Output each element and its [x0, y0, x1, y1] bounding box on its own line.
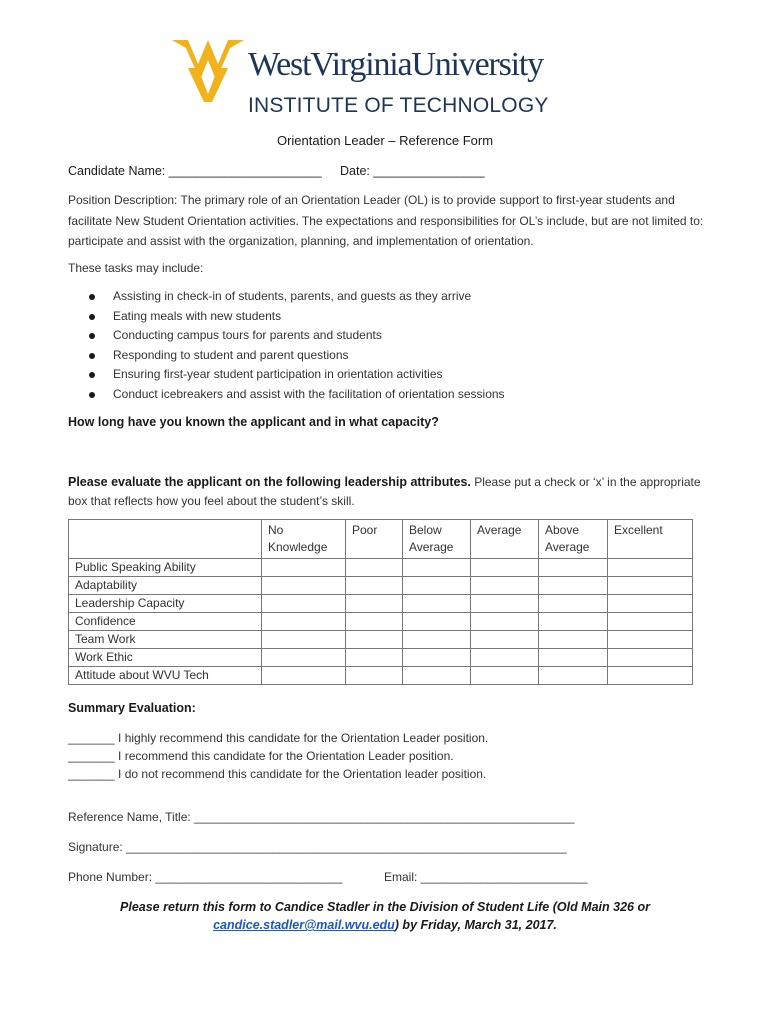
list-item: Eating meals with new students	[68, 307, 505, 327]
rating-cell[interactable]	[471, 577, 539, 595]
rating-cell[interactable]	[346, 667, 403, 685]
rating-cell[interactable]	[346, 613, 403, 631]
rating-cell[interactable]	[539, 613, 608, 631]
rating-cell[interactable]	[471, 667, 539, 685]
table-row	[69, 595, 693, 613]
rating-cell[interactable]	[262, 595, 346, 613]
rating-cell[interactable]	[403, 595, 471, 613]
list-item: Conducting campus tours for parents and students	[68, 326, 505, 346]
evaluation-heading: Please evaluate the applicant on the following leadership attributes.	[68, 475, 471, 489]
rating-cell[interactable]	[471, 613, 539, 631]
rating-cell[interactable]	[471, 631, 539, 649]
form-title: Orientation Leader – Reference Form	[276, 133, 494, 148]
evaluation-instructions	[68, 473, 708, 511]
rating-cell[interactable]	[262, 631, 346, 649]
rating-cell[interactable]	[346, 595, 403, 613]
phone-field[interactable]: Phone Number: ____________________________	[68, 870, 343, 884]
rating-cell[interactable]	[403, 667, 471, 685]
position-description: Position Description: The primary role of an Orientation Leader (OL) is to provide support to first-year students and facilitate New Student Orientation activities. The expectations and responsibilities for OL’s include, but are not limited to: participate and assist with the organization, planning, and implementation of orientation.	[68, 193, 704, 248]
rating-cell[interactable]	[608, 559, 693, 577]
recommendation-yes[interactable]: _______ I recommend this candidate for the Orientation Leader position.	[68, 749, 454, 763]
rating-cell[interactable]	[262, 559, 346, 577]
rating-cell[interactable]	[262, 649, 346, 667]
attribute-label: Work Ethic	[69, 649, 262, 667]
date-field[interactable]: Date: ________________	[340, 164, 485, 178]
table-row	[69, 577, 693, 595]
rating-cell[interactable]	[608, 613, 693, 631]
rating-cell[interactable]	[403, 631, 471, 649]
rating-cell[interactable]	[608, 577, 693, 595]
table-row	[69, 613, 693, 631]
column-header: Above Average	[539, 520, 608, 559]
rating-cell[interactable]	[346, 577, 403, 595]
rating-cell[interactable]	[403, 559, 471, 577]
list-item: Assisting in check-in of students, parents, and guests as they arrive	[68, 287, 505, 307]
rating-cell[interactable]	[346, 559, 403, 577]
reference-name-field[interactable]: Reference Name, Title: _________________________________________________________	[68, 810, 575, 824]
list-item: Conduct icebreakers and assist with the facilitation of orientation sessions	[68, 385, 505, 405]
rating-cell[interactable]	[403, 577, 471, 595]
rating-cell[interactable]	[403, 649, 471, 667]
evaluation-note: Please put a check or ‘x’ in the appropriate box that reflects how you feel about the student’s skill.	[68, 475, 701, 508]
rating-cell[interactable]	[539, 667, 608, 685]
tasks-intro: These tasks may include:	[68, 261, 204, 275]
bullet-icon	[89, 314, 95, 320]
footer-deadline: ) by Friday, March 31, 2017.	[394, 918, 557, 932]
task-list	[68, 287, 505, 404]
summary-heading: Summary Evaluation:	[68, 701, 196, 715]
table-header-blank	[69, 520, 262, 559]
rating-cell[interactable]	[471, 595, 539, 613]
rating-cell[interactable]	[608, 631, 693, 649]
column-header: Average	[471, 520, 539, 559]
table-header-row	[69, 520, 693, 559]
attribute-label: Team Work	[69, 631, 262, 649]
attribute-label: Leadership Capacity	[69, 595, 262, 613]
rating-cell[interactable]	[403, 613, 471, 631]
rating-cell[interactable]	[539, 559, 608, 577]
institute-subtitle: INSTITUTE OF TECHNOLOGY	[248, 94, 549, 117]
rating-cell[interactable]	[608, 649, 693, 667]
rating-cell[interactable]	[471, 559, 539, 577]
signature-field[interactable]: Signature: __________________________________________________________________	[68, 840, 567, 854]
rating-cell[interactable]	[346, 649, 403, 667]
footer-line-1: Please return this form to Candice Stadler in the Division of Student Life (Old Main 326 or	[120, 900, 650, 914]
university-wordmark: WestVirginiaUniversity	[248, 46, 543, 83]
recommendation-options	[68, 729, 488, 783]
attribute-label: Adaptability	[69, 577, 262, 595]
candidate-row	[68, 164, 485, 178]
column-header: Poor	[346, 520, 403, 559]
table-row	[69, 649, 693, 667]
attribute-rating-table	[68, 519, 693, 685]
candidate-name-field[interactable]: Candidate Name: ______________________	[68, 164, 322, 178]
email-field[interactable]: Email: _________________________	[384, 870, 588, 884]
rating-cell[interactable]	[608, 667, 693, 685]
rating-cell[interactable]	[539, 595, 608, 613]
contact-row	[68, 870, 588, 884]
list-item: Ensuring first-year student participation in orientation activities	[68, 365, 505, 385]
column-header: Excellent	[608, 520, 693, 559]
rating-cell[interactable]	[539, 631, 608, 649]
column-header: No Knowledge	[262, 520, 346, 559]
bullet-icon	[89, 392, 95, 398]
bullet-icon	[89, 353, 95, 359]
rating-cell[interactable]	[262, 613, 346, 631]
wvu-tech-logo	[172, 38, 592, 120]
rating-cell[interactable]	[262, 667, 346, 685]
column-header: Below Average	[403, 520, 471, 559]
recommendation-no[interactable]: _______ I do not recommend this candidate for the Orientation leader position.	[68, 767, 487, 781]
question-known-applicant: How long have you known the applicant and in what capacity?	[68, 415, 439, 429]
bullet-icon	[89, 294, 95, 300]
attribute-label: Public Speaking Ability	[69, 559, 262, 577]
bullet-icon	[89, 372, 95, 378]
rating-cell[interactable]	[539, 649, 608, 667]
rating-cell[interactable]	[539, 577, 608, 595]
rating-cell[interactable]	[346, 631, 403, 649]
list-item: Responding to student and parent questions	[68, 346, 505, 366]
rating-cell[interactable]	[471, 649, 539, 667]
table-row	[69, 559, 693, 577]
rating-cell[interactable]	[262, 577, 346, 595]
table-row	[69, 667, 693, 685]
table-row	[69, 631, 693, 649]
rating-cell[interactable]	[608, 595, 693, 613]
recommendation-highly[interactable]: _______ I highly recommend this candidate for the Orientation Leader position.	[68, 731, 489, 745]
flying-wv-icon	[172, 38, 244, 104]
footer-line-2	[0, 916, 770, 934]
bullet-icon	[89, 333, 95, 339]
email-link[interactable]: candice.stadler@mail.wvu.edu	[213, 918, 395, 932]
return-instructions	[0, 898, 770, 934]
attribute-label: Confidence	[69, 613, 262, 631]
attribute-label: Attitude about WVU Tech	[69, 667, 262, 685]
